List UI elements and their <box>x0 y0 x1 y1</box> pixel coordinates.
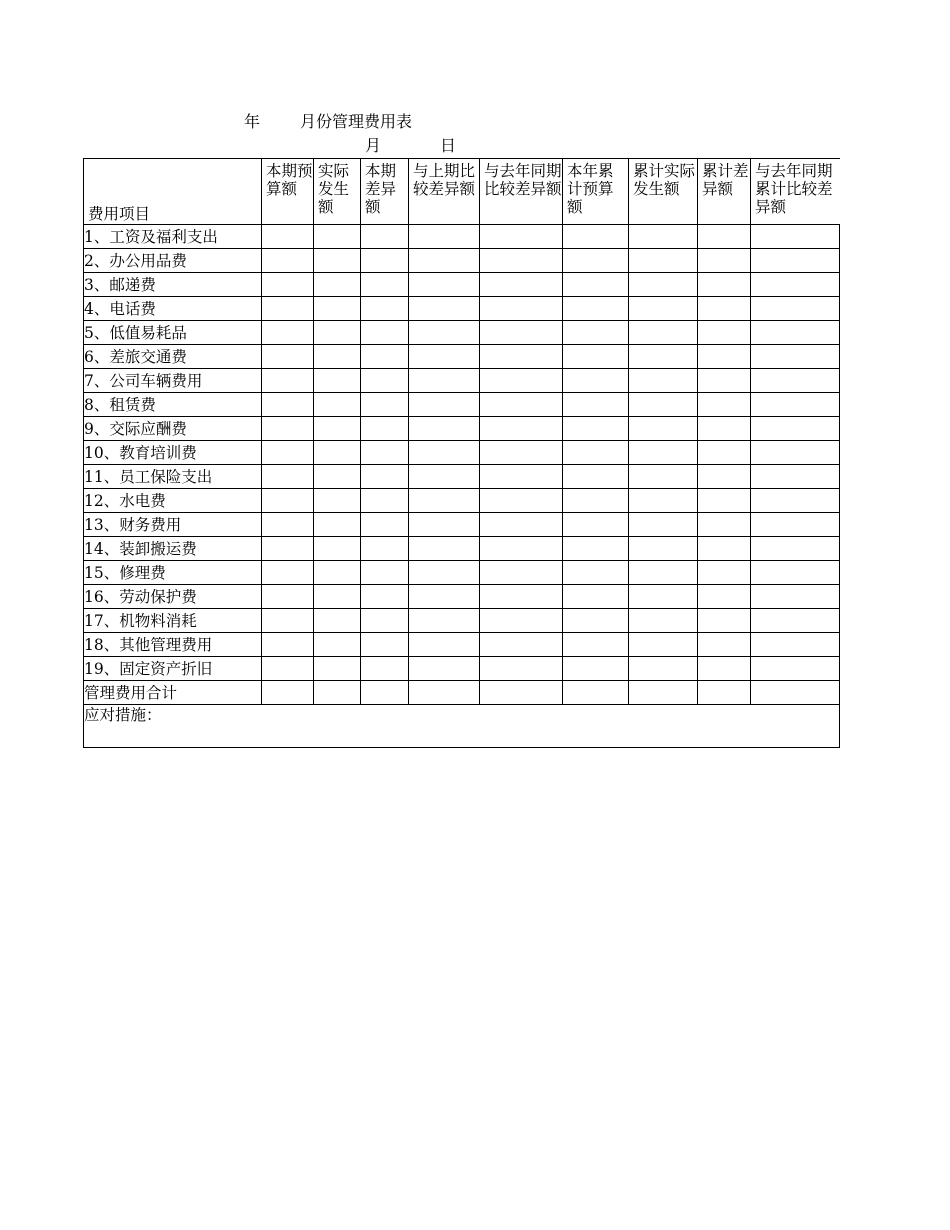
value-cell[interactable] <box>629 489 698 513</box>
table-row <box>84 321 840 345</box>
value-cell[interactable] <box>563 633 629 657</box>
expense-item-label: 2、办公用品费 <box>84 249 262 273</box>
value-cell[interactable] <box>563 345 629 369</box>
value-cell[interactable] <box>698 681 751 705</box>
value-cell[interactable] <box>361 633 409 657</box>
value-cell[interactable] <box>409 273 480 297</box>
expense-item-label: 13、财务费用 <box>84 513 262 537</box>
value-cell[interactable] <box>480 297 563 321</box>
value-cell[interactable] <box>361 417 409 441</box>
value-cell[interactable] <box>480 633 563 657</box>
value-cell[interactable] <box>314 441 361 465</box>
table-row <box>84 585 840 609</box>
header-vs-last-year: 与去年同期比较差异额 <box>480 159 563 225</box>
value-cell[interactable] <box>262 561 314 585</box>
value-cell[interactable] <box>698 249 751 273</box>
value-cell[interactable] <box>629 393 698 417</box>
value-cell[interactable] <box>629 273 698 297</box>
table-row <box>84 369 840 393</box>
value-cell[interactable] <box>698 633 751 657</box>
value-cell[interactable] <box>563 273 629 297</box>
table-row <box>84 273 840 297</box>
value-cell[interactable] <box>409 609 480 633</box>
table-row <box>84 465 840 489</box>
value-cell[interactable] <box>751 417 840 441</box>
table-body <box>84 225 840 748</box>
value-cell[interactable] <box>563 225 629 249</box>
value-cell[interactable] <box>262 681 314 705</box>
expense-item-label: 18、其他管理费用 <box>84 633 262 657</box>
table-row <box>84 681 840 705</box>
value-cell[interactable] <box>563 393 629 417</box>
value-cell[interactable] <box>480 369 563 393</box>
notes-row <box>84 705 840 748</box>
value-cell[interactable] <box>262 393 314 417</box>
value-cell[interactable] <box>629 513 698 537</box>
value-cell[interactable] <box>409 585 480 609</box>
value-cell[interactable] <box>480 465 563 489</box>
value-cell[interactable] <box>314 513 361 537</box>
value-cell[interactable] <box>563 297 629 321</box>
value-cell[interactable] <box>563 609 629 633</box>
value-cell[interactable] <box>751 393 840 417</box>
value-cell[interactable] <box>698 417 751 441</box>
value-cell[interactable] <box>698 297 751 321</box>
value-cell[interactable] <box>480 513 563 537</box>
value-cell[interactable] <box>480 489 563 513</box>
value-cell[interactable] <box>480 585 563 609</box>
value-cell[interactable] <box>480 537 563 561</box>
value-cell[interactable] <box>314 561 361 585</box>
value-cell[interactable] <box>698 465 751 489</box>
value-cell[interactable] <box>409 321 480 345</box>
value-cell[interactable] <box>751 321 840 345</box>
value-cell[interactable] <box>314 297 361 321</box>
value-cell[interactable] <box>698 225 751 249</box>
value-cell[interactable] <box>409 249 480 273</box>
value-cell[interactable] <box>314 657 361 681</box>
table-row <box>84 609 840 633</box>
value-cell[interactable] <box>314 393 361 417</box>
value-cell[interactable] <box>698 585 751 609</box>
value-cell[interactable] <box>409 441 480 465</box>
value-cell[interactable] <box>361 393 409 417</box>
value-cell[interactable] <box>629 561 698 585</box>
value-cell[interactable] <box>480 321 563 345</box>
value-cell[interactable] <box>262 465 314 489</box>
table-row <box>84 489 840 513</box>
header-ytd-vs-last-year: 与去年同期累计比较差异额 <box>751 159 840 225</box>
value-cell[interactable] <box>409 417 480 441</box>
value-cell[interactable] <box>262 249 314 273</box>
value-cell[interactable] <box>262 297 314 321</box>
value-cell[interactable] <box>361 249 409 273</box>
value-cell[interactable] <box>698 537 751 561</box>
value-cell[interactable] <box>563 537 629 561</box>
value-cell[interactable] <box>751 273 840 297</box>
header-ytd-budget: 本年累计预算额 <box>563 159 629 225</box>
value-cell[interactable] <box>262 417 314 441</box>
value-cell[interactable] <box>361 609 409 633</box>
value-cell[interactable] <box>314 225 361 249</box>
value-cell[interactable] <box>751 225 840 249</box>
value-cell[interactable] <box>751 633 840 657</box>
value-cell[interactable] <box>314 537 361 561</box>
value-cell[interactable] <box>480 441 563 465</box>
value-cell[interactable] <box>698 369 751 393</box>
expense-item-label: 19、固定资产折旧 <box>84 657 262 681</box>
value-cell[interactable] <box>314 465 361 489</box>
value-cell[interactable] <box>361 321 409 345</box>
value-cell[interactable] <box>262 585 314 609</box>
value-cell[interactable] <box>262 441 314 465</box>
value-cell[interactable] <box>361 369 409 393</box>
value-cell[interactable] <box>629 585 698 609</box>
value-cell[interactable] <box>563 561 629 585</box>
value-cell[interactable] <box>563 681 629 705</box>
value-cell[interactable] <box>409 225 480 249</box>
value-cell[interactable] <box>262 273 314 297</box>
value-cell[interactable] <box>698 561 751 585</box>
value-cell[interactable] <box>629 417 698 441</box>
value-cell[interactable] <box>314 609 361 633</box>
value-cell[interactable] <box>563 489 629 513</box>
table-row <box>84 345 840 369</box>
table-row <box>84 393 840 417</box>
value-cell[interactable] <box>361 345 409 369</box>
value-cell[interactable] <box>629 225 698 249</box>
expense-item-label: 9、交际应酬费 <box>84 417 262 441</box>
value-cell[interactable] <box>563 441 629 465</box>
value-cell[interactable] <box>361 489 409 513</box>
table-row <box>84 633 840 657</box>
value-cell[interactable] <box>629 321 698 345</box>
value-cell[interactable] <box>629 681 698 705</box>
value-cell[interactable] <box>751 297 840 321</box>
value-cell[interactable] <box>629 297 698 321</box>
value-cell[interactable] <box>563 369 629 393</box>
value-cell[interactable] <box>409 657 480 681</box>
title-year-label: 年 <box>244 112 261 131</box>
header-expense-item: 费用项目 <box>84 159 262 225</box>
value-cell[interactable] <box>751 657 840 681</box>
value-cell[interactable] <box>361 585 409 609</box>
value-cell[interactable] <box>698 345 751 369</box>
value-cell[interactable] <box>314 633 361 657</box>
value-cell[interactable] <box>262 369 314 393</box>
value-cell[interactable] <box>314 585 361 609</box>
value-cell[interactable] <box>563 657 629 681</box>
header-vs-last-period: 与上期比较差异额 <box>409 159 480 225</box>
value-cell[interactable] <box>698 393 751 417</box>
value-cell[interactable] <box>409 561 480 585</box>
value-cell[interactable] <box>480 609 563 633</box>
value-cell[interactable] <box>361 465 409 489</box>
value-cell[interactable] <box>563 321 629 345</box>
value-cell[interactable] <box>361 273 409 297</box>
expense-item-label: 15、修理费 <box>84 561 262 585</box>
date-month-label: 月 <box>365 136 382 155</box>
table-row <box>84 249 840 273</box>
value-cell[interactable] <box>262 633 314 657</box>
value-cell[interactable] <box>314 417 361 441</box>
value-cell[interactable] <box>409 489 480 513</box>
table-row <box>84 441 840 465</box>
value-cell[interactable] <box>262 513 314 537</box>
value-cell[interactable] <box>480 273 563 297</box>
expense-item-label: 17、机物料消耗 <box>84 609 262 633</box>
value-cell[interactable] <box>314 273 361 297</box>
value-cell[interactable] <box>361 561 409 585</box>
value-cell[interactable] <box>698 273 751 297</box>
table-row <box>84 657 840 681</box>
value-cell[interactable] <box>314 321 361 345</box>
value-cell[interactable] <box>480 681 563 705</box>
expense-item-label: 3、邮递费 <box>84 273 262 297</box>
value-cell[interactable] <box>751 489 840 513</box>
value-cell[interactable] <box>314 681 361 705</box>
value-cell[interactable] <box>409 681 480 705</box>
value-cell[interactable] <box>361 513 409 537</box>
value-cell[interactable] <box>480 561 563 585</box>
value-cell[interactable] <box>480 657 563 681</box>
table-row <box>84 417 840 441</box>
value-cell[interactable] <box>751 441 840 465</box>
expense-item-label: 4、电话费 <box>84 297 262 321</box>
date-day-label: 日 <box>440 136 457 155</box>
value-cell[interactable] <box>409 345 480 369</box>
expense-item-label: 5、低值易耗品 <box>84 321 262 345</box>
value-cell[interactable] <box>751 561 840 585</box>
value-cell[interactable] <box>262 321 314 345</box>
value-cell[interactable] <box>314 249 361 273</box>
header-row <box>84 159 840 225</box>
value-cell[interactable] <box>361 657 409 681</box>
value-cell[interactable] <box>314 489 361 513</box>
value-cell[interactable] <box>751 537 840 561</box>
expense-item-label: 1、工资及福利支出 <box>84 225 262 249</box>
value-cell[interactable] <box>480 345 563 369</box>
expense-item-label: 7、公司车辆费用 <box>84 369 262 393</box>
value-cell[interactable] <box>262 345 314 369</box>
value-cell[interactable] <box>629 633 698 657</box>
table-row <box>84 561 840 585</box>
value-cell[interactable] <box>480 249 563 273</box>
value-cell[interactable] <box>262 537 314 561</box>
value-cell[interactable] <box>409 537 480 561</box>
expense-item-label: 管理费用合计 <box>84 681 262 705</box>
table-row <box>84 513 840 537</box>
value-cell[interactable] <box>751 369 840 393</box>
value-cell[interactable] <box>409 513 480 537</box>
value-cell[interactable] <box>563 249 629 273</box>
value-cell[interactable] <box>563 585 629 609</box>
header-current-variance: 本期差异额 <box>361 159 409 225</box>
value-cell[interactable] <box>751 513 840 537</box>
value-cell[interactable] <box>314 369 361 393</box>
value-cell[interactable] <box>751 465 840 489</box>
countermeasures-field[interactable]: 应对措施： <box>84 705 840 748</box>
value-cell[interactable] <box>563 417 629 441</box>
value-cell[interactable] <box>563 465 629 489</box>
value-cell[interactable] <box>698 441 751 465</box>
table-row <box>84 297 840 321</box>
value-cell[interactable] <box>629 441 698 465</box>
value-cell[interactable] <box>361 681 409 705</box>
table-row <box>84 537 840 561</box>
value-cell[interactable] <box>480 393 563 417</box>
value-cell[interactable] <box>409 297 480 321</box>
header-ytd-variance: 累计差异额 <box>698 159 751 225</box>
value-cell[interactable] <box>262 609 314 633</box>
value-cell[interactable] <box>698 321 751 345</box>
value-cell[interactable] <box>409 369 480 393</box>
expense-item-label: 6、差旅交通费 <box>84 345 262 369</box>
expense-item-label: 8、租赁费 <box>84 393 262 417</box>
value-cell[interactable] <box>361 225 409 249</box>
value-cell[interactable] <box>629 537 698 561</box>
value-cell[interactable] <box>361 537 409 561</box>
value-cell[interactable] <box>480 417 563 441</box>
value-cell[interactable] <box>262 657 314 681</box>
value-cell[interactable] <box>629 369 698 393</box>
value-cell[interactable] <box>480 225 563 249</box>
title-month-text: 月份管理费用表 <box>300 112 413 131</box>
value-cell[interactable] <box>698 513 751 537</box>
value-cell[interactable] <box>409 465 480 489</box>
value-cell[interactable] <box>629 345 698 369</box>
value-cell[interactable] <box>563 513 629 537</box>
expense-item-label: 11、员工保险支出 <box>84 465 262 489</box>
value-cell[interactable] <box>629 465 698 489</box>
expense-item-label: 16、劳动保护费 <box>84 585 262 609</box>
value-cell[interactable] <box>751 609 840 633</box>
value-cell[interactable] <box>629 657 698 681</box>
value-cell[interactable] <box>751 249 840 273</box>
header-actual-amount: 实际发生额 <box>314 159 361 225</box>
header-current-budget: 本期预算额 <box>262 159 314 225</box>
value-cell[interactable] <box>698 657 751 681</box>
expense-table <box>83 158 840 748</box>
value-cell[interactable] <box>361 297 409 321</box>
value-cell[interactable] <box>698 609 751 633</box>
header-ytd-actual: 累计实际发生额 <box>629 159 698 225</box>
table-row <box>84 225 840 249</box>
expense-item-label: 14、装卸搬运费 <box>84 537 262 561</box>
value-cell[interactable] <box>629 609 698 633</box>
value-cell[interactable] <box>629 249 698 273</box>
value-cell[interactable] <box>751 681 840 705</box>
value-cell[interactable] <box>751 345 840 369</box>
value-cell[interactable] <box>314 345 361 369</box>
value-cell[interactable] <box>409 393 480 417</box>
expense-item-label: 10、教育培训费 <box>84 441 262 465</box>
value-cell[interactable] <box>262 489 314 513</box>
value-cell[interactable] <box>409 633 480 657</box>
value-cell[interactable] <box>262 225 314 249</box>
value-cell[interactable] <box>361 441 409 465</box>
value-cell[interactable] <box>751 585 840 609</box>
value-cell[interactable] <box>698 489 751 513</box>
expense-item-label: 12、水电费 <box>84 489 262 513</box>
